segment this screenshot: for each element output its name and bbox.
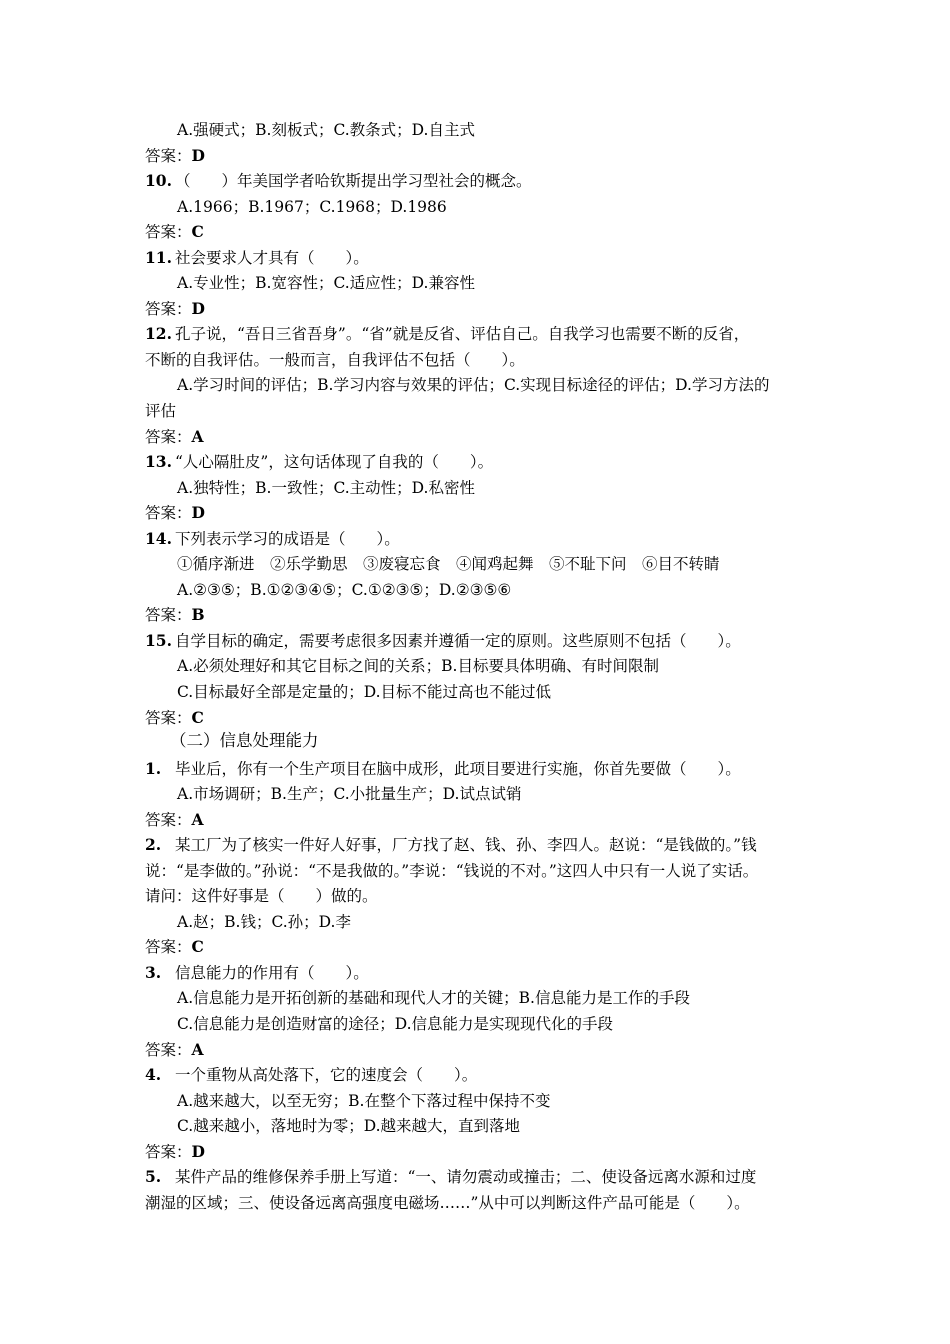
question-text: 自学目标的确定，需要考虑很多因素并遵循一定的原则。这些原则不包括（ ）。 <box>175 632 741 650</box>
answer-label: 答案： <box>145 811 192 829</box>
option-line: A.独特性；B.一致性；C.主动性；D.私密性 <box>177 479 475 497</box>
question-number: 5. <box>145 1167 162 1186</box>
question-number: 3. <box>145 963 162 982</box>
answer-value: C <box>191 937 204 956</box>
answer-label: 答案： <box>145 300 192 318</box>
question-text: 某件产品的维修保养手册上写道：“一、请勿震动或撞击；二、使设备远离水源和过度 <box>175 1168 757 1186</box>
option-line: A.②③⑤；B.①②③④⑤；C.①②③⑤；D.②③⑤⑥ <box>177 581 512 599</box>
answer-value: C <box>191 222 204 241</box>
question-line <box>145 1065 477 1085</box>
answer-label: 答案： <box>145 147 192 165</box>
answer-line <box>145 299 205 319</box>
option-line: A.强硬式；B.刻板式；C.教条式；D.自主式 <box>177 121 475 139</box>
question-line <box>145 963 369 983</box>
option-line: A.市场调研；B.生产；C.小批量生产；D.试点试销 <box>177 785 522 803</box>
option-line: A.越来越大，以至无穷；B.在整个下落过程中保持不变 <box>177 1092 551 1110</box>
question-text-continued: 请问：这件好事是（ ）做的。 <box>145 887 378 905</box>
answer-line <box>145 810 204 830</box>
answer-line <box>145 605 205 625</box>
question-number: 15. <box>145 631 172 650</box>
answer-value: D <box>191 1142 205 1161</box>
answer-line <box>145 708 204 728</box>
question-number: 14. <box>145 529 172 548</box>
section-heading: （二）信息处理能力 <box>170 731 319 750</box>
option-line: A.1966；B.1967；C.1968；D.1986 <box>177 198 447 216</box>
question-text: 社会要求人才具有（ ）。 <box>175 249 369 267</box>
question-line <box>145 324 749 344</box>
answer-value: A <box>191 427 204 446</box>
answer-label: 答案： <box>145 428 192 446</box>
question-text: “人心隔肚皮”，这句话体现了自我的（ ）。 <box>175 453 494 471</box>
question-line <box>145 529 400 549</box>
question-line <box>145 631 741 651</box>
question-text: 孔子说，“吾日三省吾身”。“省”就是反省、评估自己。自我学习也需要不断的反省， <box>175 325 750 343</box>
question-text: （ ）年美国学者哈钦斯提出学习型社会的概念。 <box>175 172 532 190</box>
question-number: 1. <box>145 759 162 778</box>
option-line: A.信息能力是开拓创新的基础和现代人才的关键；B.信息能力是工作的手段 <box>177 989 690 1007</box>
answer-line <box>145 1142 205 1162</box>
question-text: 毕业后，你有一个生产项目在脑中成形，此项目要进行实施，你首先要做（ ）。 <box>175 760 741 778</box>
question-text-continued: 潮湿的区域；三、使设备远离高强度电磁场……”从中可以判断这件产品可能是（ ）。 <box>145 1194 750 1212</box>
answer-label: 答案： <box>145 709 192 727</box>
option-line: C.越来越小，落地时为零；D.越来越大，直到落地 <box>177 1117 521 1135</box>
question-text-continued: 说：“是李做的。”孙说：“不是我做的。”李说：“钱说的不对。”这四人中只有一人说了实话。 <box>145 862 759 880</box>
answer-line <box>145 1040 204 1060</box>
option-line: A.必须处理好和其它目标之间的关系；B.目标要具体明确、有时间限制 <box>177 657 659 675</box>
option-line: A.专业性；B.宽容性；C.适应性；D.兼容性 <box>177 274 475 292</box>
answer-value: B <box>191 605 205 624</box>
answer-line <box>145 427 204 447</box>
answer-value: D <box>191 503 205 522</box>
option-line-continued: 评估 <box>145 402 177 420</box>
question-text: 信息能力的作用有（ ）。 <box>175 964 369 982</box>
answer-label: 答案： <box>145 938 192 956</box>
answer-line <box>145 503 205 523</box>
question-number: 11. <box>145 248 172 267</box>
question-line <box>145 452 493 472</box>
question-line <box>145 835 757 855</box>
idiom-list: ①循序渐进 ②乐学勤思 ③废寝忘食 ④闻鸡起舞 ⑤不耻下问 ⑥目不转睛 <box>177 555 720 573</box>
question-line <box>145 1167 756 1187</box>
answer-value: D <box>191 146 205 165</box>
question-text-continued: 不断的自我评估。一般而言，自我评估不包括（ ）。 <box>145 351 525 369</box>
answer-line <box>145 146 205 166</box>
answer-value: A <box>191 1040 204 1059</box>
question-number: 13. <box>145 452 172 471</box>
option-line: A.学习时间的评估；B.学习内容与效果的评估；C.实现目标途径的评估；D.学习方法的 <box>177 376 770 394</box>
answer-value: A <box>191 810 204 829</box>
question-line <box>145 759 741 779</box>
answer-label: 答案： <box>145 504 192 522</box>
question-text: 下列表示学习的成语是（ ）。 <box>175 530 400 548</box>
answer-label: 答案： <box>145 1041 192 1059</box>
answer-value: C <box>191 708 204 727</box>
answer-line <box>145 937 204 957</box>
question-number: 12. <box>145 324 172 343</box>
question-number: 10. <box>145 171 172 190</box>
answer-value: D <box>191 299 205 318</box>
question-line <box>145 171 532 191</box>
answer-label: 答案： <box>145 1143 192 1161</box>
question-line <box>145 248 369 268</box>
question-number: 4. <box>145 1065 162 1084</box>
answer-line <box>145 222 204 242</box>
answer-label: 答案： <box>145 223 192 241</box>
question-text: 某工厂为了核实一件好人好事，厂方找了赵、钱、孙、李四人。赵说：“是钱做的。”钱 <box>175 836 757 854</box>
option-line: A.赵；B.钱；C.孙；D.李 <box>177 913 351 931</box>
question-number: 2. <box>145 835 162 854</box>
option-line: C.目标最好全部是定量的；D.目标不能过高也不能过低 <box>177 683 552 701</box>
option-line: C.信息能力是创造财富的途径；D.信息能力是实现现代化的手段 <box>177 1015 614 1033</box>
question-text: 一个重物从高处落下，它的速度会（ ）。 <box>175 1066 478 1084</box>
answer-label: 答案： <box>145 606 192 624</box>
